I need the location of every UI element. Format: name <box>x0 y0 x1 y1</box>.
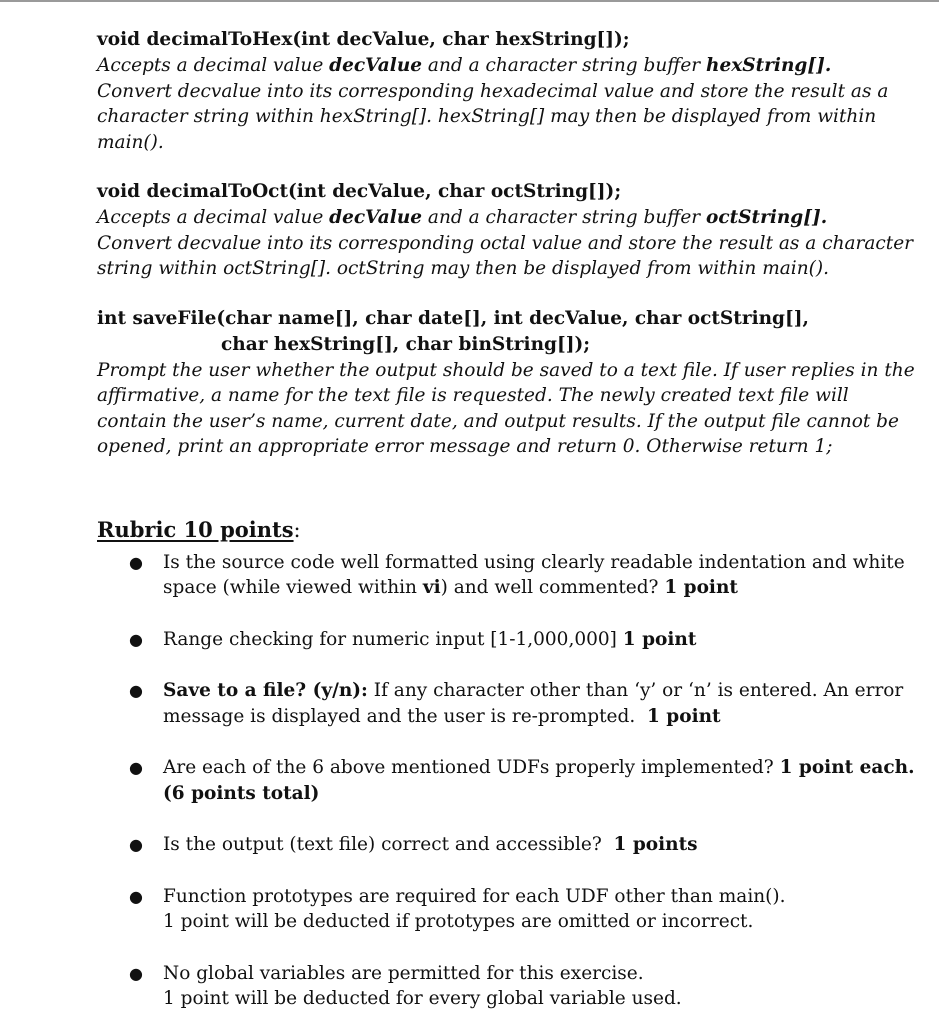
bullet-icon: ● <box>129 758 143 777</box>
rubric-list <box>97 550 915 1012</box>
function-description-line: Accepts a decimal value decValue and a character string buffer octString[]. <box>97 207 828 228</box>
function-description-line: string within octString[]. octString may then be displayed from within main(). <box>97 258 829 279</box>
bullet-icon: ● <box>129 629 143 649</box>
rubric-text: Are each of the 6 above mentioned UDFs properly implemented? <box>163 757 780 778</box>
function-signature: int saveFile(char name[], char date[], int decValue, char octString[], <box>97 307 809 329</box>
rubric-emphasis-text: vi <box>422 577 441 598</box>
rubric-text: If any character other than ‘y’ or ‘n’ is entered. An error <box>367 680 904 701</box>
function-signature: void decimalToOct(int decValue, char octString[]); <box>97 181 622 202</box>
rubric-emphasis-text: 1 point <box>646 705 721 727</box>
rubric-heading <box>97 516 897 544</box>
bullet-icon: ● <box>129 886 143 906</box>
rubric-text: ) and well commented? <box>440 577 665 598</box>
function-description-line: contain the user’s name, current date, and output results. If the output file cannot be <box>97 410 899 432</box>
rubric-text: Is the source code well formatted using clearly readable indentation and white <box>163 551 905 573</box>
function-description-line: Convert decvalue into its corresponding octal value and store the result as a character <box>97 232 913 254</box>
function-signature-continuation: char hexString[], char binString[]); <box>221 333 591 355</box>
rubric-emphasis-text: Save to a file? (y/n): <box>163 680 368 701</box>
rubric-item <box>97 832 897 858</box>
rubric-item-line <box>163 550 905 576</box>
rubric-text: message is displayed and the user is re-prompted. <box>163 705 647 727</box>
function-description-line: main(). <box>97 131 164 153</box>
rubric-item <box>97 678 904 729</box>
rubric-text: Is the output (text file) correct and accessible? <box>163 834 614 855</box>
rubric-text: 1 point will be deducted for every global variable used. <box>163 988 682 1009</box>
rubric-text: Range checking for numeric input [1-1,000,000] <box>163 628 623 650</box>
rubric-item <box>97 627 897 653</box>
rubric-item-line <box>163 704 897 730</box>
function-block-decimal-to-hex <box>97 27 897 155</box>
rubric-item-line <box>163 575 897 601</box>
function-description-line: affirmative, a name for the text file is requested. The newly created text file will <box>97 385 849 406</box>
function-description-line: Convert decvalue into its corresponding hexadecimal value and store the result as a <box>97 80 889 102</box>
rubric-item-line <box>163 884 897 910</box>
rubric-emphasis-text: 1 point each. <box>779 757 915 778</box>
function-description-line: opened, print an appropriate error message and return 0. Otherwise return 1; <box>97 436 833 457</box>
rubric-emphasis-text: 1 point <box>622 628 697 650</box>
rubric-item <box>97 755 915 806</box>
rubric-item-line <box>163 832 897 858</box>
rubric-item-line <box>163 781 897 807</box>
rubric-item <box>97 961 897 1012</box>
rubric-text: space (while viewed within <box>163 577 423 598</box>
rubric-text: 1 point will be deducted if prototypes are omitted or incorrect. <box>163 911 754 932</box>
bullet-icon: ● <box>129 681 143 700</box>
bullet-icon: ● <box>129 963 143 983</box>
function-signature: void decimalToHex(int decValue, char hexString[]); <box>97 29 630 50</box>
bullet-icon: ● <box>129 835 143 854</box>
rubric-text: Function prototypes are required for each UDF other than main(). <box>163 885 786 907</box>
rubric-item-line <box>163 627 897 653</box>
rubric-item-line <box>163 986 897 1012</box>
rubric-item <box>97 884 897 935</box>
function-block-save-file <box>97 306 915 460</box>
function-description-line: Accepts a decimal value decValue and a character string buffer hexString[]. <box>97 55 832 76</box>
document-page <box>97 27 915 1012</box>
rubric-emphasis-text: 1 point <box>664 577 738 598</box>
top-rule <box>0 0 939 2</box>
rubric-item-line <box>163 755 915 781</box>
bullet-icon: ● <box>129 552 143 572</box>
function-description-line: character string within hexString[]. hexString[] may then be displayed from within <box>97 106 877 127</box>
function-description-line: Prompt the user whether the output should be saved to a text file. If user replies in the <box>97 359 915 381</box>
rubric-title-suffix: : <box>293 517 301 542</box>
rubric-item <box>97 550 905 601</box>
rubric-emphasis-text: (6 points total) <box>163 782 320 804</box>
rubric-title: Rubric 10 points <box>97 516 294 542</box>
function-block-decimal-to-oct <box>97 179 913 282</box>
rubric-item-line <box>163 678 904 704</box>
rubric-emphasis-text: 1 points <box>613 834 698 855</box>
rubric-item-line <box>163 909 897 935</box>
rubric-item-line <box>163 961 897 987</box>
rubric-text: No global variables are permitted for this exercise. <box>163 962 644 984</box>
